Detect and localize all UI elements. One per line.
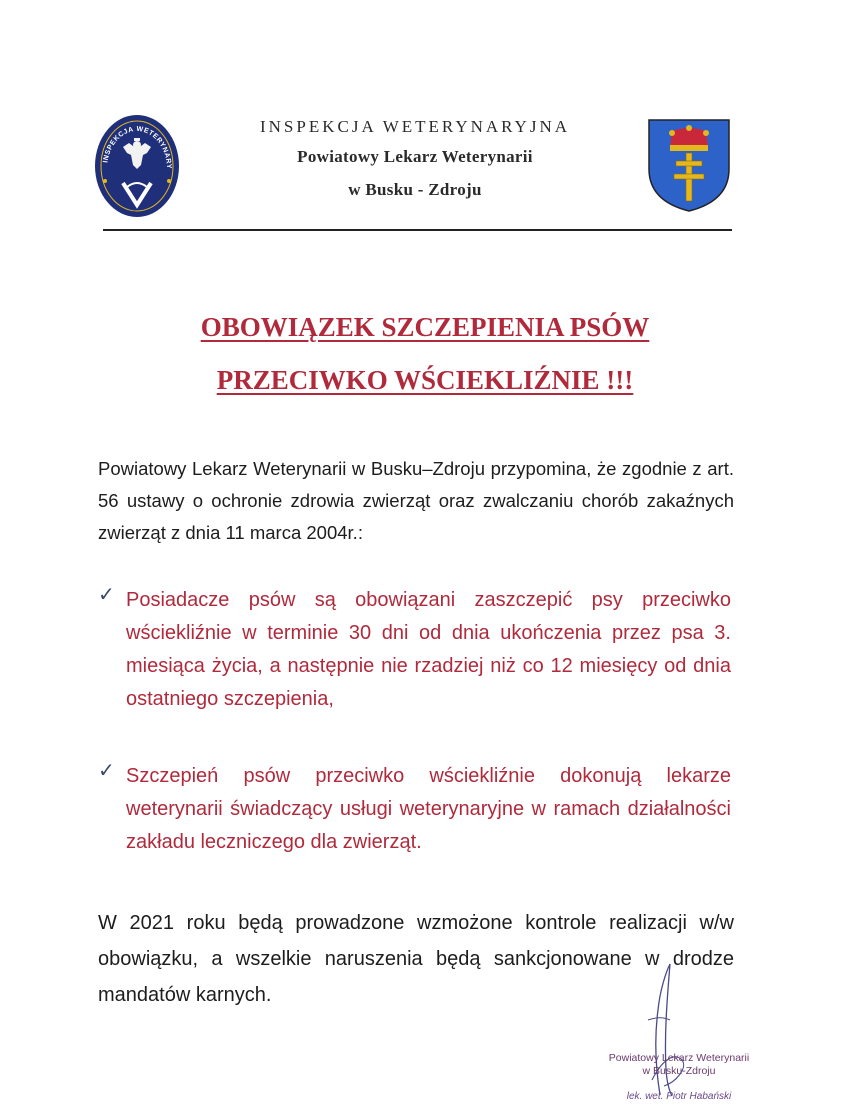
stamp-line-2: w Busku-Zdroju <box>642 1065 716 1077</box>
notice-title-line-1: OBOWIĄZEK SZCZEPIENIA PSÓW <box>200 312 650 342</box>
header-divider <box>103 229 732 231</box>
list-item-text: Posiadacze psów są obowiązani zaszczepić psy przeciwko wściekliźnie w terminie 30 dni od dnia ukończenia przez psa 3. miesiąca życia, a następnie nie rzadziej niż co 12 miesięcy od dnia ostatniego szczepienia, <box>126 589 731 710</box>
header-institution: INSPEKCJA WETERYNARYJNA <box>259 117 571 136</box>
veterinary-inspection-seal-icon <box>93 113 181 219</box>
stamp-line-1: Powiatowy Lekarz Weterynarii <box>608 1052 750 1064</box>
svg-text:INSPEKCJA WETERYNARYJNA: INSPEKCJA WETERYNARY <box>102 125 173 170</box>
closing-paragraph: W 2021 roku będą prowadzone wzmożone kontrole realizacji w/w obowiązku, a wszelkie naruszenia będą sankcjonowane w drodze mandatów karnych. <box>98 912 734 1006</box>
intro-paragraph: Powiatowy Lekarz Weterynarii w Busku–Zdroju przypomina, że zgodnie z art. 56 ustawy o ochronie zdrowia zwierząt oraz zwalczaniu chorób zakaźnych zwierząt z dnia 11 marca 2004r.: <box>98 458 734 543</box>
checkmark-icon: ✓ <box>98 584 115 606</box>
stamp-signatory: lek. wet. Piotr Habański <box>626 1091 732 1102</box>
busko-coat-of-arms-icon <box>646 117 732 213</box>
header-office: Powiatowy Lekarz Weterynarii <box>297 147 533 166</box>
stamp <box>594 1052 764 1078</box>
header-location: w Busku - Zdroju <box>348 180 482 199</box>
list-item-text: Szczepień psów przeciwko wściekliźnie dokonują lekarze weterynarii świadczący usługi weterynaryjne w ramach działalności zakładu leczniczego dla zwierząt. <box>126 765 731 853</box>
checkmark-icon: ✓ <box>98 760 115 782</box>
handwritten-signature-icon <box>610 960 720 1100</box>
notice-title-line-2: PRZECIWKO WŚCIEKLIŹNIE !!! <box>216 365 634 395</box>
